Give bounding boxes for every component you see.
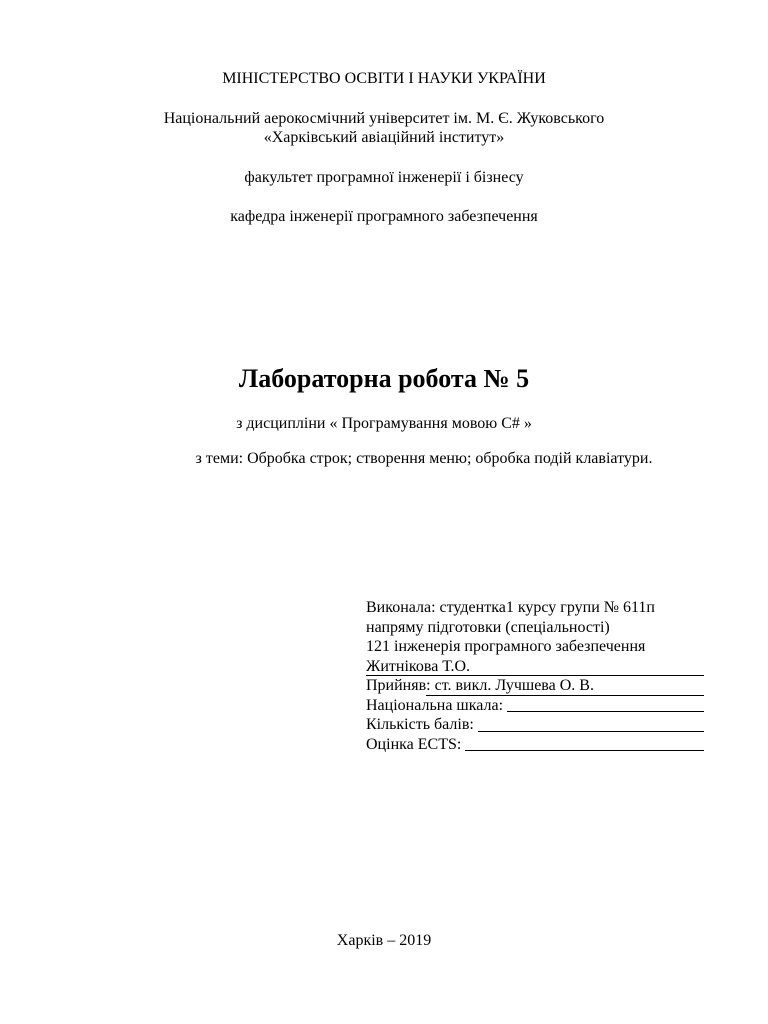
document-title: Лабораторна робота № 5 bbox=[238, 364, 530, 393]
student-name: Житнікова Т.О. bbox=[366, 657, 704, 677]
accepted-line bbox=[366, 676, 704, 696]
specialty-line bbox=[366, 637, 704, 657]
university-subname: «Харківський авіаційний інститут» bbox=[263, 129, 505, 146]
direction-text: напряму підготовки (спеціальності) bbox=[366, 618, 610, 636]
national-scale-label: Національна шкала: bbox=[366, 696, 508, 714]
specialty-text: 121 інженерія програмного забезпечення bbox=[366, 638, 646, 655]
performed-by-line bbox=[366, 598, 704, 618]
points-label: Кількість балів: bbox=[366, 716, 478, 733]
city-year: Харків – 2019 bbox=[336, 932, 432, 949]
topic-line: з теми: Обробка строк; створення меню; обробка подій клавіатури. bbox=[195, 450, 653, 467]
ministry-heading: МІНІСТЕРСТВО ОСВІТИ І НАУКИ УКРАЇНИ bbox=[222, 70, 546, 87]
university-name: Національний аерокосмічний університет ім. М. Є. Жуковського bbox=[163, 110, 605, 127]
points-line bbox=[366, 715, 704, 735]
student-line bbox=[366, 657, 704, 677]
ects-line bbox=[366, 735, 704, 755]
department-name: кафедра інженерії програмного забезпечення bbox=[230, 208, 538, 225]
national-scale-line bbox=[366, 696, 704, 716]
discipline-line: з дисципліни « Програмування мовою С# » bbox=[236, 415, 532, 432]
national-scale-blank bbox=[507, 696, 704, 713]
accepted-value: : ст. викл. Лучшева О. В. bbox=[426, 676, 704, 696]
faculty-name: факультет програмної інженерії і бізнесу bbox=[244, 169, 524, 186]
ects-label: Оцінка ECTS: bbox=[366, 735, 466, 753]
performed-by-text: Виконала: студентка1 курсу групи № 611п bbox=[366, 599, 655, 616]
points-blank bbox=[478, 715, 704, 732]
accepted-label: Прийняв bbox=[366, 677, 427, 694]
direction-line bbox=[366, 618, 704, 638]
signature-block bbox=[366, 598, 704, 754]
ects-blank bbox=[465, 735, 704, 752]
